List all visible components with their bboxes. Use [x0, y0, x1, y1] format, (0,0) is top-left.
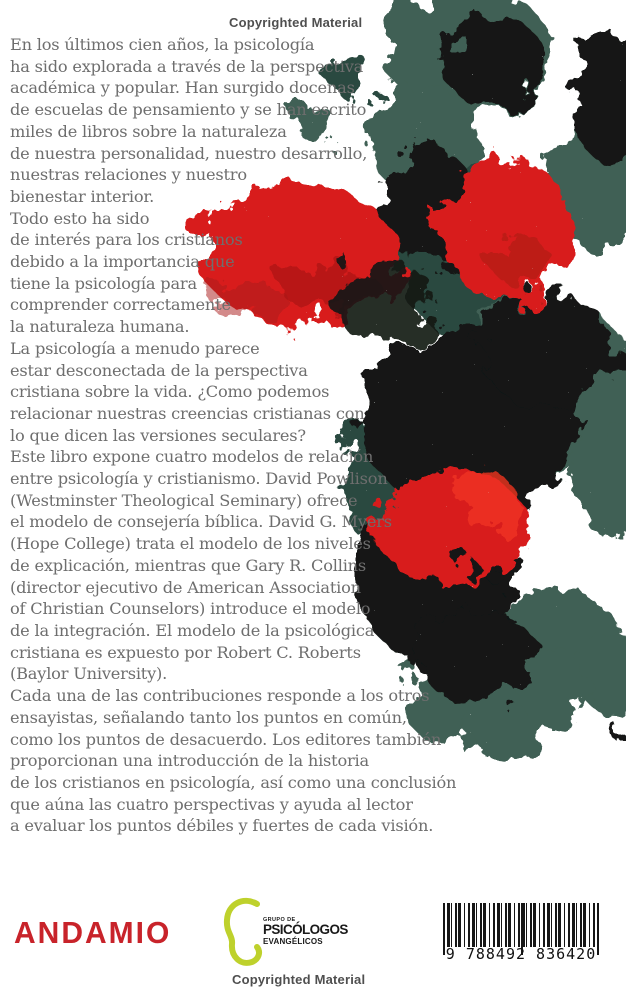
- psicologos-logo-text: [263, 917, 348, 946]
- org-logo-line2: PSICÓLOGOS: [263, 922, 348, 937]
- barcode-digits: 9 788492 836420: [445, 945, 597, 963]
- org-logo-line1: GRUPO DE: [263, 917, 296, 923]
- andamio-publisher-logo: ANDAMIO: [14, 916, 172, 951]
- psicologos-evangelicos-logo: [221, 895, 351, 969]
- copyright-notice-bottom: Copyrighted Material: [232, 972, 366, 987]
- back-cover-text: En los últimos cien años, la psicología ha sido explorada a través de la perspectiva académica y popular. Han surgido docenas de escuelas de pensamiento y se han escrito miles de libros sobre la naturaleza de nuestra personalidad, nuestro desarrollo, nuestras relaciones y nuestro bienestar interior. Todo esto ha sido de interés para los cristianos debido a la importancia que tiene la psicología para comprender correctamente la naturaleza humana. La psicología a menudo parece estar desconectada de la perspectiva cristiana sobre la vida. ¿Como podemos relacionar nuestras creencias cristianas con lo que dicen las versiones seculares? Este libro expone cuatro modelos de relación entre psicología y cristianismo. David Powlison (Westminster Theological Seminary) ofrece el modelo de consejería bíblica. David G. Myers (Hope College) trata el modelo de los niveles de explicación, mientras que Gary R. Collins (director ejecutivo de American Association of Christian Counselors) introduce el modelo de la integración. El modelo de la psicológica cristiana es expuesto por Robert C. Roberts (Baylor University). Cada una de las contribuciones responde a los otros ensayistas, señalando tanto los puntos en común, como los puntos de desacuerdo. Los editores también proporcionan una introducción de la historia de los cristianos en psicología, así como una conclusión que aúna las cuatro perspectivas y ayuda al lector a evaluar los puntos débiles y fuertes de cada visión.: [10, 35, 457, 836]
- copyright-notice-top: Copyrighted Material: [229, 15, 363, 30]
- head-profile-icon: [221, 895, 265, 969]
- org-logo-line3: EVANGÉLICOS: [263, 937, 323, 946]
- isbn-barcode: [430, 894, 612, 968]
